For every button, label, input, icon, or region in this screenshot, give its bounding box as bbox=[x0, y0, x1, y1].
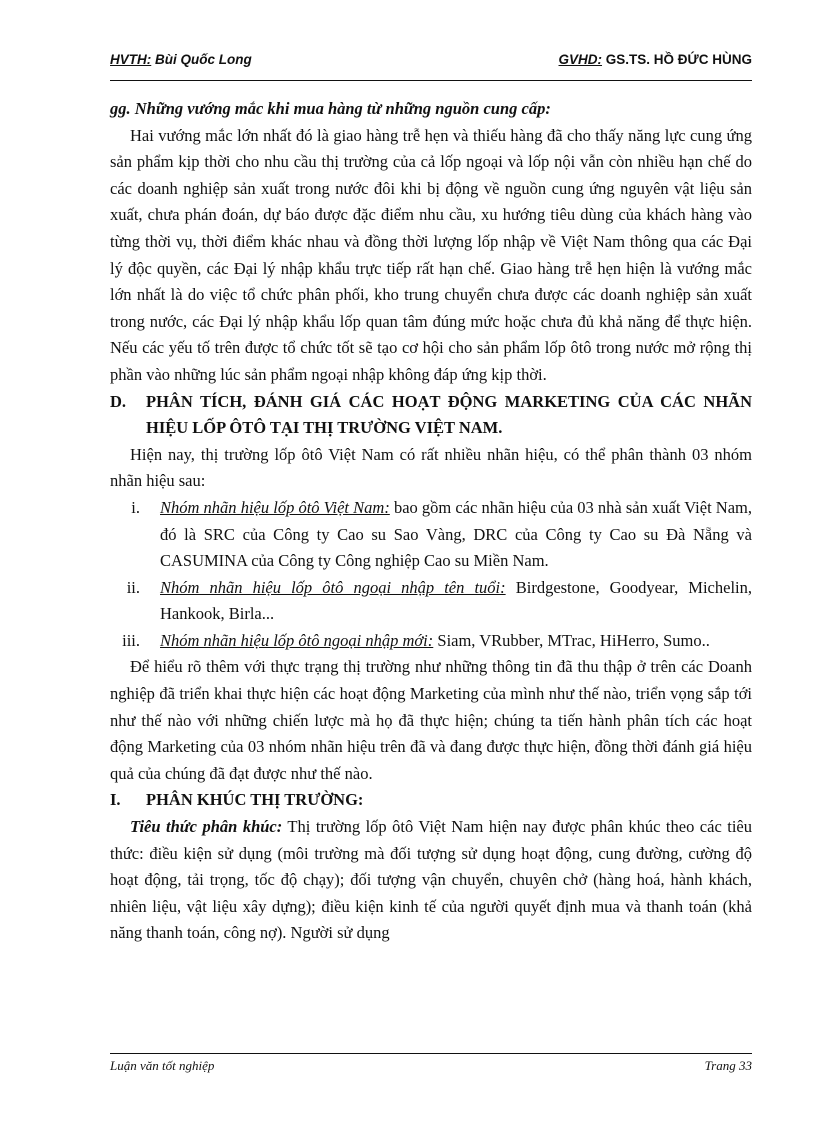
footer-title: Luận văn tốt nghiệp bbox=[110, 1058, 215, 1073]
advisor-name: GS.TS. HỒ ĐỨC HÙNG bbox=[605, 52, 752, 67]
student-label: HVTH: bbox=[110, 52, 152, 67]
header-rule bbox=[110, 80, 752, 81]
section-d-intro: Hiện nay, thị trường lốp ôtô Việt Nam có rất nhiều nhãn hiệu, có thể phân thành 03 nhóm nhãn hiệu sau: bbox=[110, 444, 752, 491]
page-footer bbox=[110, 1058, 752, 1076]
page-number: Trang 33 bbox=[704, 1058, 752, 1073]
section-d-label: D. bbox=[110, 391, 127, 411]
group-lead: Nhóm nhãn hiệu lốp ôtô ngoại nhập mới: bbox=[160, 630, 434, 650]
page-header bbox=[110, 50, 752, 72]
section-i-lead: Tiêu thức phân khúc: bbox=[130, 817, 283, 837]
group-item-1 bbox=[110, 495, 752, 575]
group-lead: Nhóm nhãn hiệu lốp ôtô Việt Nam: bbox=[160, 497, 390, 517]
group-num: i. bbox=[131, 497, 140, 517]
student-info bbox=[110, 52, 252, 67]
group-item-2 bbox=[110, 575, 752, 628]
section-gg-paragraph: Hai vướng mắc lớn nhất đó là giao hàng trễ hẹn và thiếu hàng đã cho thấy năng lực cung ứng sản phẩm kịp thời cho nhu cầu thị trường của cả lốp ngoại và lốp nội vẫn còn nhiều hạn chế do các doanh nghiệp sản xuất trong nước đôi khi bị động về nguồn cung ứng nguyên vật liệu sản xuất, chưa phán đoán, dự báo được đặc điểm nhu cầu, xu hướng tiêu dùng của khách hàng vào từng thời vụ, thời điểm khác nhau và đồng thời lượng lốp nhập về Việt Nam thông qua các Đại lý độc quyền, các Đại lý nhập khẩu trực tiếp rất hạn chế. Giao hàng trễ hẹn hiện là vướng mắc lớn nhất là do việc tổ chức phân phối, kho trung chuyển chưa được các doanh nghiệp sản xuất trong nước, các Đại lý nhập khẩu lốp quan tâm đúng mức hoặc chưa đủ khả năng để thực hiện. Nếu các yếu tố trên được tổ chức tốt sẽ tạo cơ hội cho sản phẩm lốp ôtô trong nước mở rộng thị phần vào những lúc sản phẩm ngoại nhập không đáp ứng kịp thời. bbox=[110, 125, 752, 384]
section-i-paragraph bbox=[110, 814, 752, 947]
section-gg-heading: gg. Những vướng mắc khi mua hàng từ những nguồn cung cấp: bbox=[110, 99, 551, 118]
section-d-heading bbox=[110, 389, 752, 442]
section-i-label: I. bbox=[110, 790, 121, 810]
group-item-3 bbox=[110, 628, 752, 655]
advisor-label: GVHD: bbox=[558, 52, 603, 67]
section-i-heading bbox=[110, 787, 752, 814]
group-lead: Nhóm nhãn hiệu lốp ôtô ngoại nhập tên tuổi: bbox=[160, 577, 506, 597]
group-text: Siam, VRubber, MTrac, HiHerro, Sumo.. bbox=[433, 630, 710, 650]
footer-rule bbox=[110, 1053, 752, 1054]
group-num: iii. bbox=[122, 630, 140, 650]
group-text: Birdgestone, Goodyear, Michelin, Hankook, Birla... bbox=[160, 577, 752, 624]
advisor-info bbox=[559, 52, 752, 67]
group-num: ii. bbox=[126, 577, 140, 597]
student-name: Bùi Quốc Long bbox=[155, 52, 252, 67]
section-i-text: Thị trường lốp ôtô Việt Nam hiện nay được phân khúc theo các tiêu thức: điều kiện sử dụng (môi trường mà đối tượng sử dụng hoạt động, cung đường, cường độ hoạt động, tải trọng, tốc độ chạy); đối tượng vận chuyển, chuyên chở (hàng hoá, hành khách, nhiên liệu, vật liệu xây dựng); điều kiện kinh tế của người quyết định mua và thanh toán (khả năng thanh toán, công nợ). Người sử dụng bbox=[110, 817, 752, 943]
section-d-title: PHÂN TÍCH, ĐÁNH GIÁ CÁC HOẠT ĐỘNG MARKETING CỦA CÁC NHÃN HIỆU LỐP ÔTÔ TẠI THỊ TRƯỜNG VIỆT NAM. bbox=[146, 391, 752, 438]
page-body bbox=[110, 96, 752, 947]
section-d-paragraph: Để hiểu rõ thêm với thực trạng thị trường như những thông tin đã thu thập ở trên các Doanh nghiệp đã triển khai thực hiện các hoạt động Marketing của mình như thế nào, triển vọng sắp tới như thế nào với những chiến lược mà họ đã thực hiện; chúng ta tiến hành phân tích các hoạt động Marketing của 03 nhóm nhãn hiệu trên đã và đang được thực hiện, đồng thời đánh giá hiệu quả của chúng đã đạt được như thế nào. bbox=[110, 657, 752, 783]
section-i-title: PHÂN KHÚC THỊ TRƯỜNG: bbox=[146, 790, 364, 810]
group-text: bao gồm các nhãn hiệu của 03 nhà sản xuất Việt Nam, đó là SRC của Công ty Cao su Sao Vàng, DRC của Công ty Cao su Đà Nẵng và CASUMINA của Công ty Công nghiệp Cao su Miền Nam. bbox=[160, 497, 752, 571]
